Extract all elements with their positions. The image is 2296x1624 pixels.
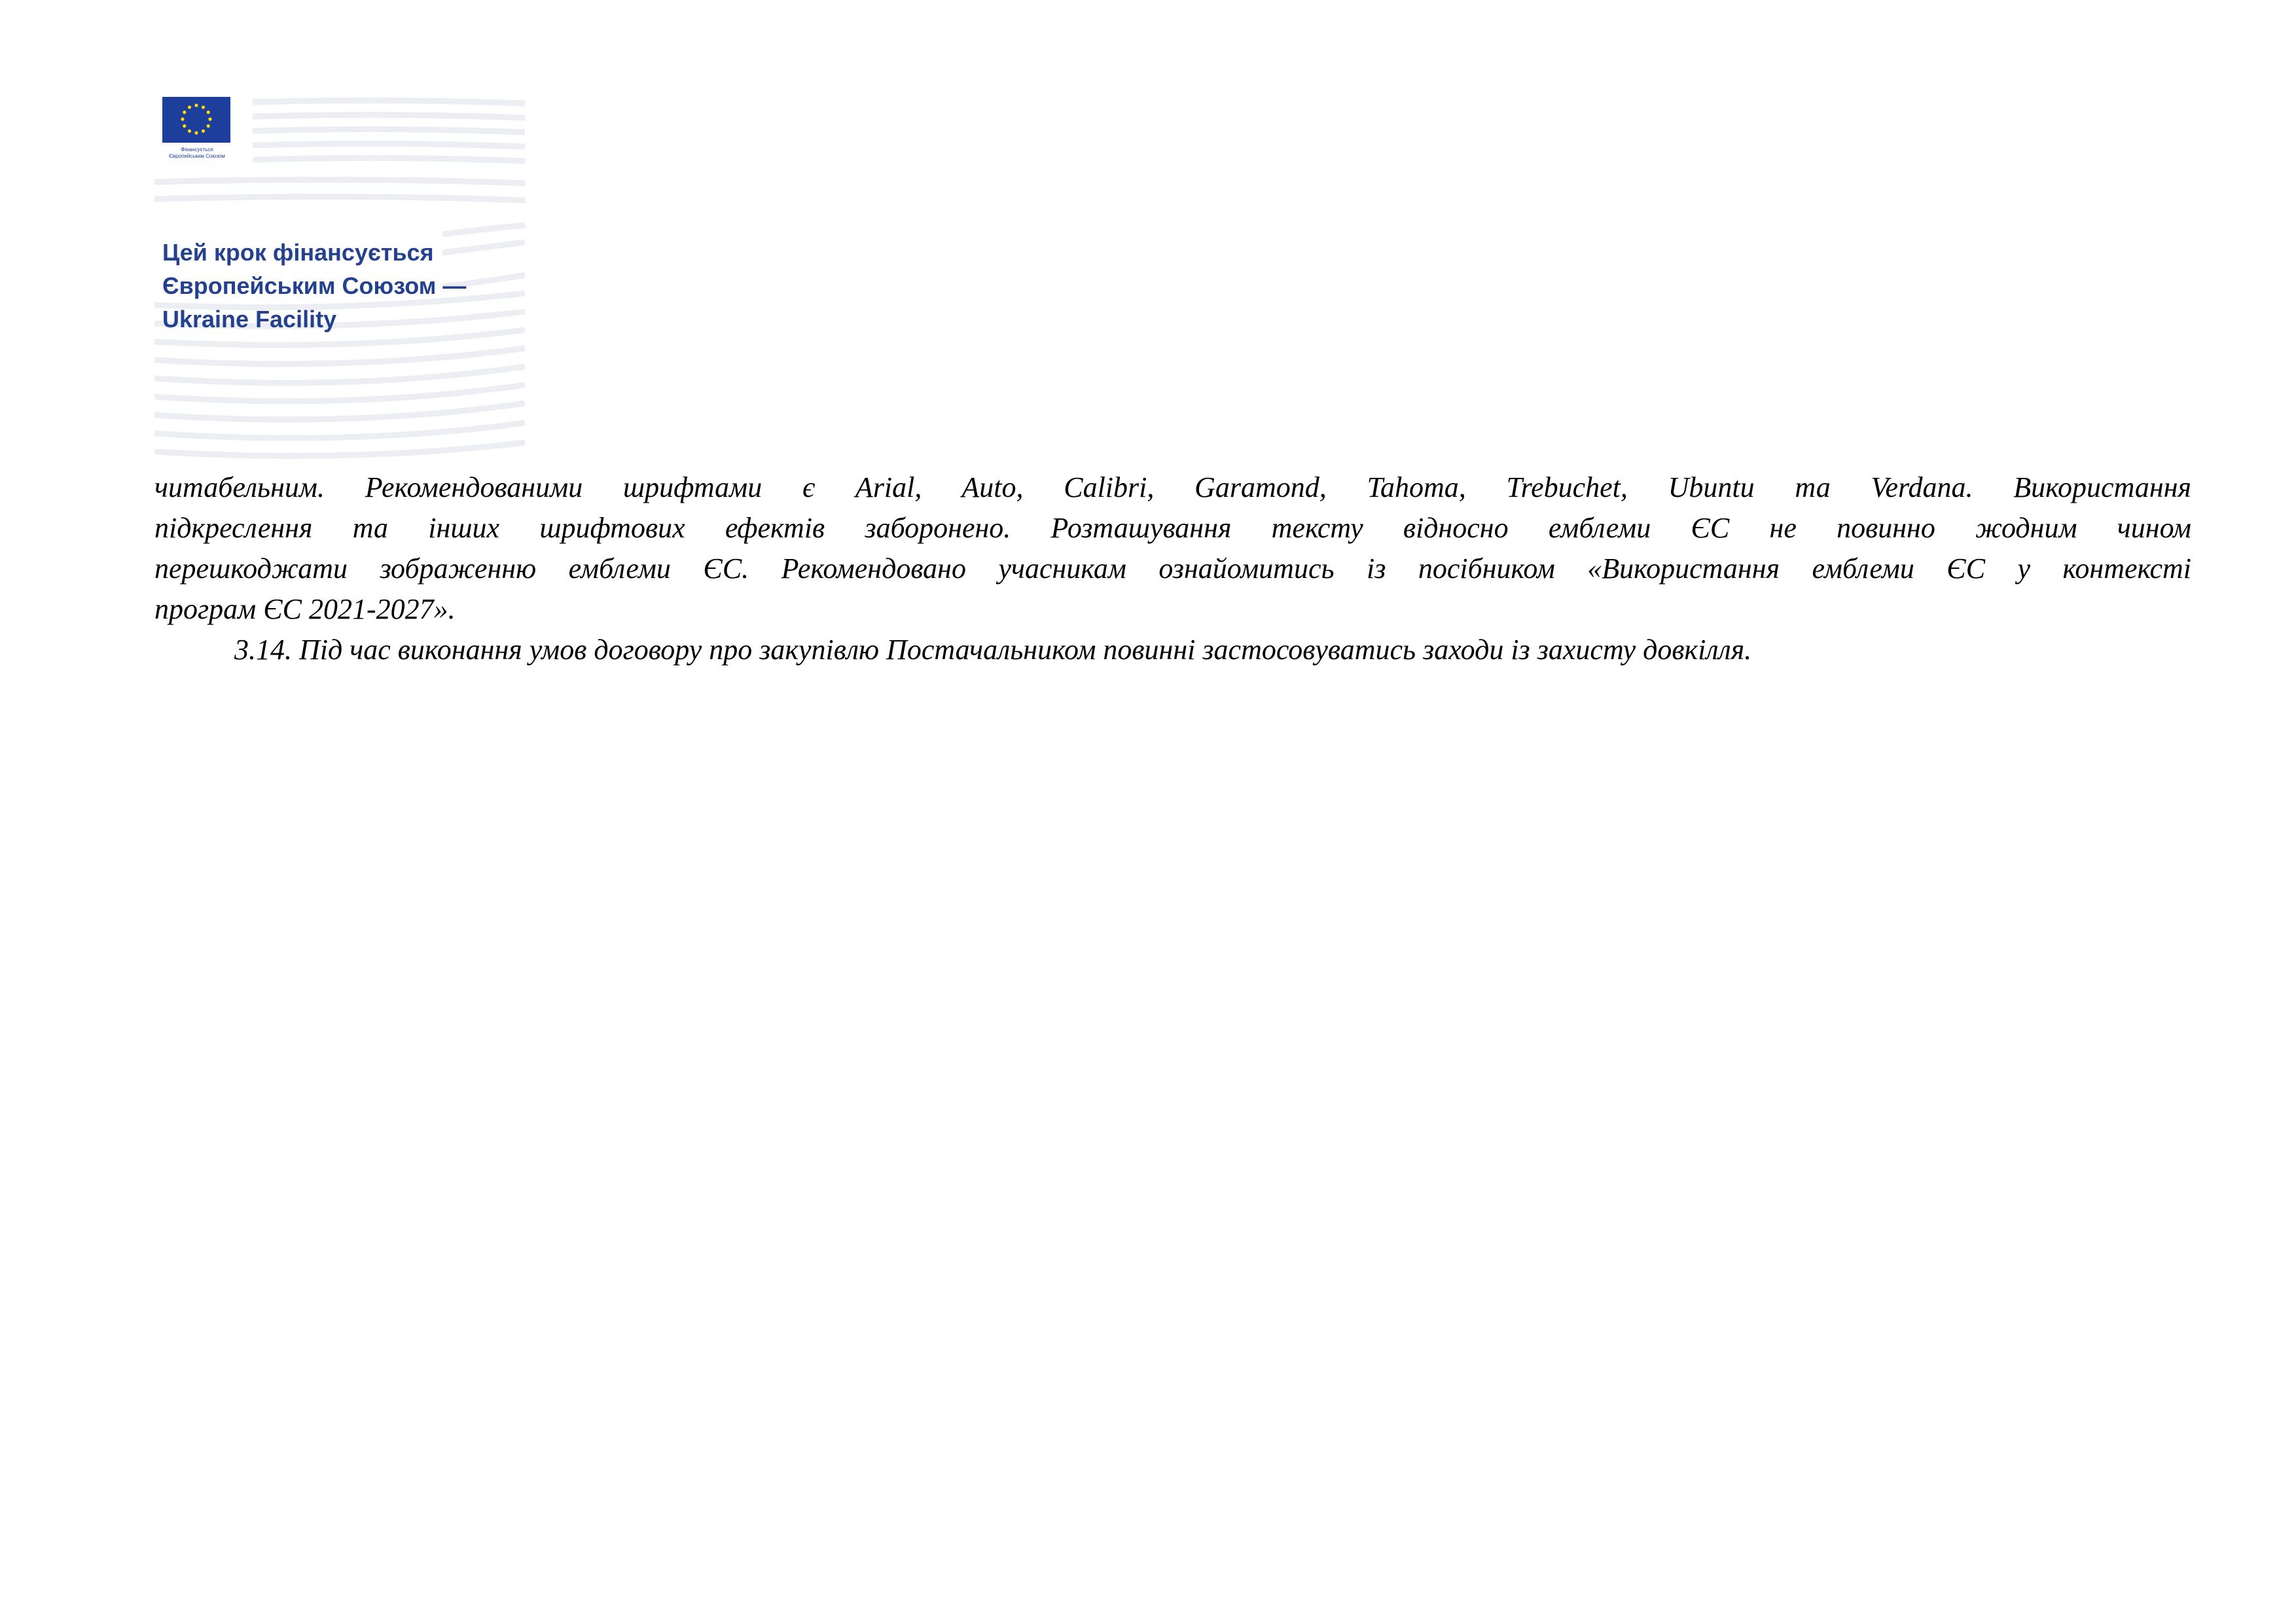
eu-flag-caption	[154, 147, 240, 160]
clause-3-14: 3.14. Під час виконання умов договору про закупівлю Постачальником повинні застосовуватись заходи із захисту довкілля.	[234, 634, 1752, 666]
document-body	[154, 467, 2191, 670]
eu-title-line: Ukraine Facility	[162, 306, 337, 333]
eu-flag-caption-line: Європейським Союзом	[169, 153, 225, 159]
paragraph-line: підкреслення та інших шрифтових ефектів заборонено. Розташування тексту відносно емблеми ЄС не повинно жодним чином	[154, 512, 2191, 544]
eu-title-line: Європейським Союзом —	[162, 272, 467, 299]
paragraph-line: перешкоджати зображенню емблеми ЄС. Рекомендовано учасникам ознайомитись із посібником «Використання емблеми ЄС у контексті	[154, 552, 2191, 585]
eu-funding-title	[162, 236, 516, 336]
paragraph-line: програм ЄС 2021-2027».	[154, 593, 456, 625]
paragraph-line: читабельним. Рекомендованими шрифтами є Arial, Auto, Calibri, Garamond, Tahoma, Trebuchet, Ubuntu та Verdana. Використання	[154, 471, 2191, 503]
eu-title-line: Цей крок фінансується	[162, 239, 434, 266]
eu-flag-icon	[162, 97, 230, 143]
eu-funding-banner	[154, 97, 525, 467]
eu-flag-caption-line: Фінансується	[181, 147, 213, 153]
continued-paragraph	[154, 467, 2191, 630]
